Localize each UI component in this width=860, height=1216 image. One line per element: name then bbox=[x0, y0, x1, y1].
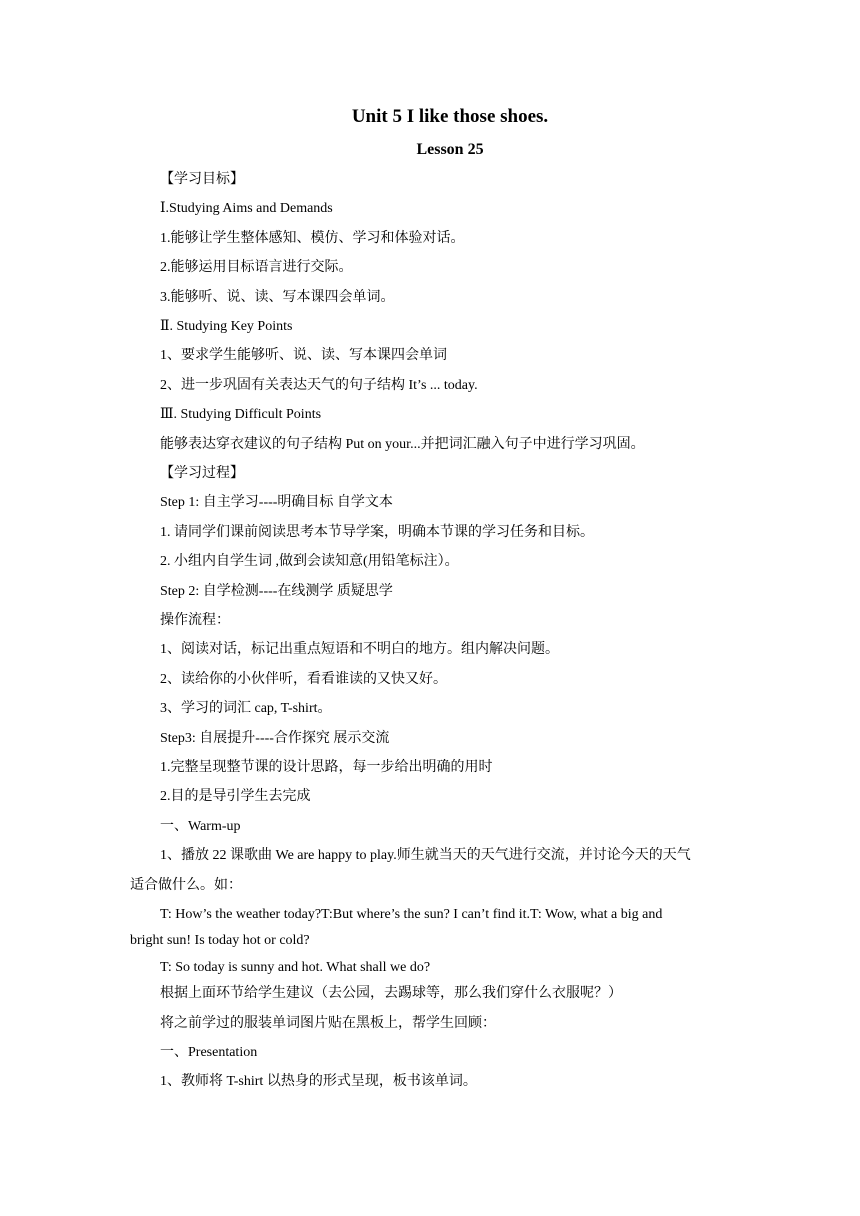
text-line: 1、要求学生能够听、说、读、写本课四会单词 bbox=[160, 348, 447, 363]
lesson-subtitle: Lesson 25 bbox=[416, 141, 484, 158]
text-line: Ⅱ. Studying Key Points bbox=[160, 319, 293, 334]
text-line: 根据上面环节给学生建议（去公园，去踢球等，那么我们穿什么衣服呢？） bbox=[160, 986, 622, 1001]
section-heading-objectives: 【学习目标】 bbox=[160, 172, 244, 187]
paragraph-line: 1、播放 22 课歌曲 We are happy to play.师生就当天的天气进行交流，并讨论今天的天气 bbox=[160, 848, 691, 863]
paragraph-line: T: How’s the weather today?T:But where’s the sun? I can’t find it.T: Wow, what a big and bbox=[160, 907, 663, 922]
text-line: 2、进一步巩固有关表达天气的句子结构 It’s ... today. bbox=[160, 378, 478, 393]
text-line: 能够表达穿衣建议的句子结构 Put on your...并把词汇融入句子中进行学习巩固。 bbox=[160, 437, 645, 452]
text-line: 3.能够听、说、读、写本课四会单词。 bbox=[160, 290, 395, 305]
text-line: 操作流程： bbox=[160, 613, 230, 628]
text-line: 2、读给你的小伙伴听，看看谁读的又快又好。 bbox=[160, 672, 447, 687]
text-line: 1、教师将 T-shirt 以热身的形式呈现，板书该单词。 bbox=[160, 1074, 477, 1089]
text-line: Step 2: 自学检测----在线测学 质疑思学 bbox=[160, 584, 393, 599]
text-line: 2. 小组内自学生词 ,做到会读知意(用铅笔标注）。 bbox=[160, 554, 459, 569]
text-line: 将之前学过的服装单词图片贴在黑板上，帮学生回顾： bbox=[160, 1016, 496, 1031]
text-line: Step3: 自展提升----合作探究 展示交流 bbox=[160, 731, 390, 746]
text-line: 一、Warm-up bbox=[160, 819, 241, 834]
document-title: Unit 5 I like those shoes. bbox=[351, 106, 549, 127]
text-line: 一、Presentation bbox=[160, 1045, 258, 1060]
text-line: Step 1: 自主学习----明确目标 自学文本 bbox=[160, 495, 393, 510]
text-line: Ⅰ.Studying Aims and Demands bbox=[160, 201, 333, 216]
text-line: 2.能够运用目标语言进行交际。 bbox=[160, 260, 353, 275]
text-line: Ⅲ. Studying Difficult Points bbox=[160, 407, 322, 422]
text-line: 1.完整呈现整节课的设计思路，每一步给出明确的用时 bbox=[160, 760, 493, 775]
paragraph-line: bright sun! Is today hot or cold? bbox=[130, 933, 310, 948]
text-line: 1、阅读对话，标记出重点短语和不明白的地方。组内解决问题。 bbox=[160, 642, 559, 657]
text-line: 3、学习的词汇 cap, T-shirt。 bbox=[160, 701, 332, 716]
paragraph-line: 适合做什么。如： bbox=[130, 878, 242, 893]
text-line: 1.能够让学生整体感知、模仿、学习和体验对话。 bbox=[160, 231, 465, 246]
text-line: 2.目的是导引学生去完成 bbox=[160, 789, 311, 804]
text-line: 1. 请同学们课前阅读思考本节导学案，明确本节课的学习任务和目标。 bbox=[160, 525, 594, 540]
section-heading-process: 【学习过程】 bbox=[160, 466, 244, 481]
text-line: T: So today is sunny and hot. What shall we do? bbox=[160, 960, 431, 975]
